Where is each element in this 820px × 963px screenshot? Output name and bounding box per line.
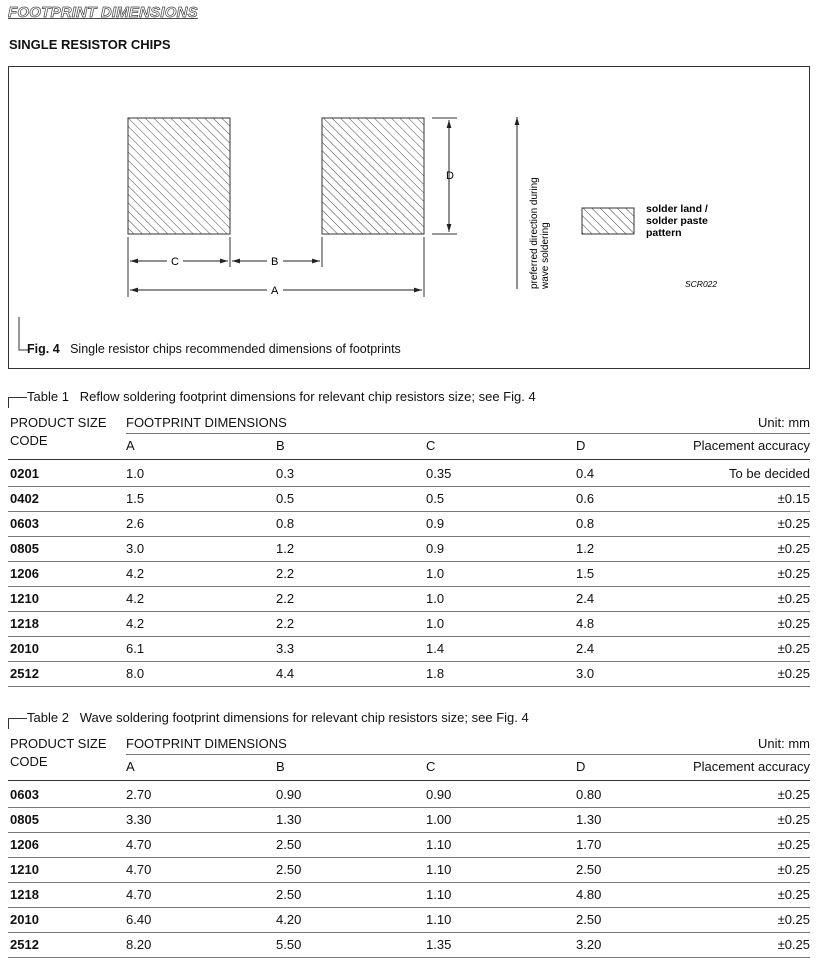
table2-col-accuracy: Placement accuracy — [692, 759, 810, 774]
figure-ref-code: SCR022 — [685, 279, 718, 289]
cell-placement-accuracy: ±0.15 — [777, 491, 810, 506]
cell-b: 0.8 — [276, 516, 295, 531]
solder-pad-right — [322, 118, 424, 234]
cell-code: 0603 — [10, 516, 39, 531]
cell-b: 0.5 — [276, 491, 295, 506]
direction-text-line1: preferred direction during — [529, 177, 540, 289]
figure-caption-label: Fig. 4 — [27, 342, 60, 356]
cell-b: 2.50 — [276, 887, 302, 902]
table-row — [8, 832, 810, 858]
cell-c: 0.9 — [426, 516, 445, 531]
cell-placement-accuracy: ±0.25 — [777, 937, 810, 952]
table1-header-product: PRODUCT SIZE — [10, 415, 107, 430]
cell-b: 0.90 — [276, 787, 302, 802]
cell-d: 1.70 — [576, 837, 602, 852]
cell-d: 4.80 — [576, 887, 602, 902]
cell-a: 3.30 — [126, 812, 152, 827]
cell-a: 6.1 — [126, 641, 145, 656]
table-row — [8, 511, 810, 537]
cell-placement-accuracy: ±0.25 — [777, 862, 810, 877]
table2-caption — [27, 710, 529, 725]
table2-header-rule — [126, 754, 810, 755]
dim-c-label: C — [171, 256, 179, 268]
table-row — [8, 586, 810, 612]
cell-d: 1.2 — [576, 541, 595, 556]
table1-caption — [27, 389, 536, 404]
cell-d: 1.30 — [576, 812, 602, 827]
section-title: SINGLE RESISTOR CHIPS — [9, 37, 171, 52]
cell-a: 4.70 — [126, 887, 152, 902]
table1-header-unit: Unit: mm — [758, 415, 810, 430]
cell-b: 2.50 — [276, 862, 302, 877]
cell-c: 1.0 — [426, 591, 445, 606]
cell-code: 0402 — [10, 491, 39, 506]
cell-d: 2.4 — [576, 591, 595, 606]
dim-b-label: B — [271, 256, 279, 268]
table1-header-rule — [126, 433, 810, 434]
cell-placement-accuracy: ±0.25 — [777, 912, 810, 927]
cell-placement-accuracy: ±0.25 — [777, 591, 810, 606]
cell-b: 2.2 — [276, 566, 295, 581]
cell-placement-accuracy: ±0.25 — [777, 541, 810, 556]
cell-c: 1.0 — [426, 616, 445, 631]
table2-col-a: A — [126, 759, 135, 774]
table2-caption-text: Wave soldering footprint dimensions for relevant chip resistors size; see Fig. 4 — [79, 710, 529, 725]
cell-code: 0805 — [10, 812, 39, 827]
dim-d-label: D — [446, 170, 454, 182]
table1-header-code: CODE — [10, 433, 48, 448]
cell-code: 0603 — [10, 787, 39, 802]
cell-b: 1.30 — [276, 812, 302, 827]
table-row — [8, 561, 810, 587]
cell-c: 0.9 — [426, 541, 445, 556]
cell-d: 1.5 — [576, 566, 595, 581]
cell-b: 2.2 — [276, 591, 295, 606]
cell-code: 1210 — [10, 862, 39, 877]
table2-col-b: B — [276, 759, 285, 774]
table1-thead-rule — [8, 459, 810, 460]
cell-b: 5.50 — [276, 937, 302, 952]
table2-header-product: PRODUCT SIZE — [10, 736, 107, 751]
table1-caption-label: Table 1 — [27, 389, 69, 404]
table1-header-footprint: FOOTPRINT DIMENSIONS — [126, 415, 287, 430]
table-row — [8, 636, 810, 662]
cell-b: 4.4 — [276, 666, 295, 681]
figure-caption-text: Single resistor chips recommended dimensions of footprints — [70, 342, 401, 356]
table1-col-b: B — [276, 438, 285, 453]
legend-text-line2: solder paste — [646, 215, 708, 227]
cell-a: 4.2 — [126, 616, 145, 631]
cell-placement-accuracy: ±0.25 — [777, 787, 810, 802]
cell-code: 0805 — [10, 541, 39, 556]
cell-c: 1.10 — [426, 862, 452, 877]
table-row — [8, 611, 810, 637]
cell-c: 1.00 — [426, 812, 452, 827]
table-row — [8, 782, 810, 808]
table1-col-d: D — [576, 438, 586, 453]
cell-placement-accuracy: ±0.25 — [777, 812, 810, 827]
table-row — [8, 661, 810, 687]
cell-a: 4.2 — [126, 566, 145, 581]
figure-caption — [27, 342, 401, 356]
cell-a: 1.5 — [126, 491, 145, 506]
cell-placement-accuracy: To be decided — [729, 466, 810, 481]
cell-d: 0.8 — [576, 516, 595, 531]
cell-c: 1.4 — [426, 641, 445, 656]
document-title: FOOTPRINT DIMENSIONS — [8, 4, 198, 21]
table-row — [8, 486, 810, 512]
cell-placement-accuracy: ±0.25 — [777, 516, 810, 531]
cell-code: 0201 — [10, 466, 39, 481]
figure-4 — [8, 66, 810, 369]
cell-code: 1210 — [10, 591, 39, 606]
cell-d: 2.4 — [576, 641, 595, 656]
table1-col-accuracy: Placement accuracy — [692, 438, 810, 453]
legend-swatch — [582, 208, 634, 234]
table-row — [8, 536, 810, 562]
table1-caption-bracket — [8, 397, 27, 408]
cell-d: 0.6 — [576, 491, 595, 506]
table1-caption-text: Reflow soldering footprint dimensions for relevant chip resistors size; see Fig. 4 — [79, 389, 536, 404]
table2-header-unit: Unit: mm — [758, 736, 810, 751]
cell-code: 1206 — [10, 566, 39, 581]
cell-d: 3.0 — [576, 666, 595, 681]
cell-c: 1.0 — [426, 566, 445, 581]
cell-placement-accuracy: ±0.25 — [777, 837, 810, 852]
cell-code: 2010 — [10, 641, 39, 656]
cell-d: 3.20 — [576, 937, 602, 952]
cell-code: 2010 — [10, 912, 39, 927]
cell-b: 3.3 — [276, 641, 295, 656]
table2-header-code: CODE — [10, 754, 48, 769]
cell-b: 0.3 — [276, 466, 295, 481]
cell-d: 0.4 — [576, 466, 595, 481]
cell-c: 1.10 — [426, 887, 452, 902]
solder-pad-left — [128, 118, 230, 234]
table-row — [8, 932, 810, 958]
cell-a: 8.20 — [126, 937, 152, 952]
cell-code: 1218 — [10, 887, 39, 902]
table-row — [8, 907, 810, 933]
table2-thead-rule — [8, 780, 810, 781]
cell-c: 0.5 — [426, 491, 445, 506]
cell-a: 1.0 — [126, 466, 145, 481]
cell-a: 2.6 — [126, 516, 145, 531]
cell-a: 6.40 — [126, 912, 152, 927]
cell-d: 2.50 — [576, 912, 602, 927]
cell-a: 8.0 — [126, 666, 145, 681]
cell-a: 4.70 — [126, 837, 152, 852]
cell-a: 2.70 — [126, 787, 152, 802]
cell-placement-accuracy: ±0.25 — [777, 641, 810, 656]
table-row — [8, 807, 810, 833]
legend-text-line1: solder land / — [646, 203, 708, 215]
table-row — [8, 857, 810, 883]
table-row — [8, 882, 810, 908]
table1-col-a: A — [126, 438, 135, 453]
cell-placement-accuracy: ±0.25 — [777, 666, 810, 681]
table2-caption-bracket — [8, 718, 27, 729]
table2-caption-label: Table 2 — [27, 710, 69, 725]
cell-code: 1206 — [10, 837, 39, 852]
cell-code: 2512 — [10, 666, 39, 681]
cell-b: 4.20 — [276, 912, 302, 927]
cell-placement-accuracy: ±0.25 — [777, 887, 810, 902]
table1-col-c: C — [426, 438, 436, 453]
cell-c: 0.90 — [426, 787, 452, 802]
cell-c: 0.35 — [426, 466, 452, 481]
cell-c: 1.10 — [426, 837, 452, 852]
table2-col-d: D — [576, 759, 586, 774]
cell-c: 1.8 — [426, 666, 445, 681]
cell-a: 4.70 — [126, 862, 152, 877]
cell-b: 2.2 — [276, 616, 295, 631]
cell-d: 0.80 — [576, 787, 602, 802]
cell-b: 2.50 — [276, 837, 302, 852]
cell-d: 2.50 — [576, 862, 602, 877]
cell-placement-accuracy: ±0.25 — [777, 616, 810, 631]
cell-placement-accuracy: ±0.25 — [777, 566, 810, 581]
legend-text-line3: pattern — [646, 227, 682, 239]
cell-b: 1.2 — [276, 541, 295, 556]
cell-a: 4.2 — [126, 591, 145, 606]
cell-d: 4.8 — [576, 616, 595, 631]
cell-c: 1.35 — [426, 937, 452, 952]
table-row — [8, 461, 810, 487]
cell-code: 1218 — [10, 616, 39, 631]
cell-code: 2512 — [10, 937, 39, 952]
cell-a: 3.0 — [126, 541, 145, 556]
cell-c: 1.10 — [426, 912, 452, 927]
footprint-diagram — [9, 67, 809, 368]
dim-a-label: A — [271, 285, 279, 297]
table2-header-footprint: FOOTPRINT DIMENSIONS — [126, 736, 287, 751]
table2-col-c: C — [426, 759, 436, 774]
direction-text-line2: wave soldering — [540, 222, 551, 289]
